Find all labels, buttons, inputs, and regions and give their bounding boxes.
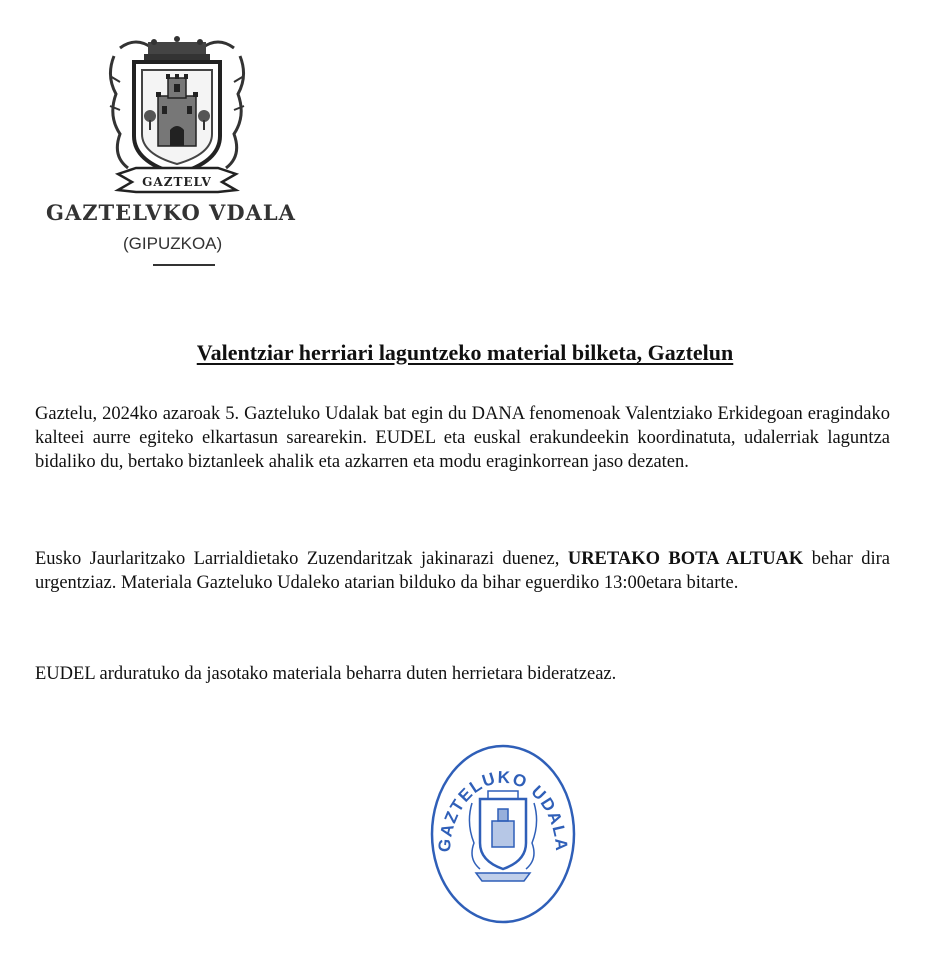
letterhead-divider — [153, 264, 215, 266]
paragraph-request-highlight: URETAKO BOTA ALTUAK — [567, 549, 804, 569]
document-title: Valentziar herriari laguntzeko material bilketa, Gaztelun — [196, 340, 734, 365]
paragraph-closing: EUDEL arduratuko da jasotako materiala beharra duten herrietara bideratzeaz. — [35, 664, 617, 684]
paragraph-request — [35, 547, 890, 595]
organization-name: GAZTELVKO VDALA — [46, 200, 296, 225]
crest-banner-text: GAZTELV — [142, 175, 212, 189]
paragraph-request-lead: Eusko Jaurlaritzako Larrialdietako Zuzendaritzak jakinarazi duenez, — [35, 549, 568, 569]
paragraph-intro: Gaztelu, 2024ko azaroak 5. Gazteluko Udalak bat egin du DANA fenomenoak Valentziako Erkidegoan eragindako kalteei aurre egiteko elkartasun sarearekin. EUDEL eta euskal erakundeekin koordinatuta, udalerriak laguntza bidaliko du, bertako biztanleek ahalik eta azkarren eta modu eraginkorrean jaso dezaten. — [35, 404, 890, 472]
paragraph-request-tail: behar dira urgentziaz. Materiala Gazteluko Udaleko atarian bilduko da bihar eguerdiko 13:00etara bitarte. — [35, 549, 890, 593]
official-stamp — [428, 743, 578, 925]
stamp-crest-icon — [469, 791, 536, 881]
stamp-text: GAZTELUKO UDALA — [434, 767, 572, 853]
organization-province: (GIPUZKOA) — [123, 234, 223, 253]
coat-of-arms-icon — [106, 36, 248, 196]
